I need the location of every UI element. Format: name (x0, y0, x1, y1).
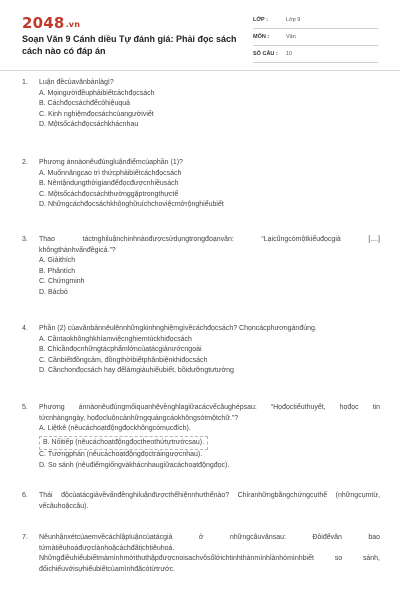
question-number: 6. (22, 492, 28, 499)
question-body (39, 235, 380, 298)
option-b[interactable]: B. Nốitiếp (nêucáchoạtđộngđọctheothứtựtrướcsau). (39, 436, 208, 451)
option-b[interactable]: B. Nêntậndụngthờigianđểđọcđượcnhiềusách (39, 180, 179, 187)
question-text: Phương ánnàonêuđúngluậnđiểmcủaphần (1)? (39, 159, 183, 166)
info-table (253, 12, 378, 63)
question-number: 1. (22, 79, 28, 86)
question-text: Thao táctnghiluậnchinhnàođượcsửdụngtrongđoạnvăn: “Lạicũngcómộtkiểuđọcgiả [....] khôngthànhvấnđềgicả.”? (39, 236, 380, 254)
option-d[interactable]: D. Bácbỏ (39, 288, 68, 296)
page-header (0, 0, 400, 71)
option-c[interactable]: C. Cầnbiếtđồngcảm, đồngthờibiếtphânbiệnkhiđọcsách (39, 356, 208, 364)
info-label: MÔN : (253, 34, 270, 40)
option-c[interactable]: C. Chứngminh (39, 278, 85, 285)
question-text: Thái độcủatácgiảvềvấnđềnghiluậnđượcthểhiệnnhưthếnào? Chỉranhữngbằngchứngcụthể (nhữngcụmtừ, vếcâuhoặccâu). (39, 492, 380, 510)
option-d[interactable]: D. Nhữngcáchđọcsáchkhônghữuíchchoviệcmởrộnghiểubiết (39, 201, 224, 208)
question-text: Luận đềcủavănbảnlàgì? (39, 79, 114, 86)
option-c[interactable]: C. Tươngphản (nêucáchoạtđộngđọctráingượcnhau). (39, 451, 203, 458)
option-a[interactable]: A. Liệtkê (nêucáchoạtđộngđọckhôngcómụcđích). (39, 425, 191, 432)
question-body (39, 78, 380, 131)
question-body (39, 403, 380, 471)
info-value: Văn (286, 34, 296, 40)
option-d[interactable]: D. So sánh (nêuđiểmgiốngvàkhácnhaugiữacáchoạtđộngđọc). (39, 461, 230, 469)
question-number: 2. (22, 159, 28, 166)
option-b[interactable]: B. Chỉcầnđọcnhữngtácphẩmlớncủatácgiảnướcngoài (39, 346, 202, 353)
question-text: Nêunhậnxétcủaemvềcáchlậpluậncủatácgiả ở nhữngcâuvănsau: Đôiđểvăn bao tứmàtiêuhoáđượclànhoặcáchđãtịchtiêuhoá. Nhữngđiềuhiểubiếtmàmìnhmớithuthậpđượcnoisachvôsốlớichtinhthànmìnhlànhómìnhbiết so sánh, đốichiếuvớisựhiểubiếtcủamìnhđãcótừtrước. (39, 534, 380, 573)
question-text: Phương ánnàonêuđúngmốiquanhệvềnghlagiữacácvếcâughépsau: “Họđọctiểuthuyết, họđọc tin tứcnhàngngày, họđọcluôncảnhữngquảngcáokhôngsótmộtchữ.”? (39, 404, 380, 422)
question-number: 5. (22, 404, 28, 411)
info-label: LỚP : (253, 17, 268, 23)
question-number: 7. (22, 534, 28, 541)
option-b[interactable]: B. Cáchđọcsáchđểcóhiệuquả (39, 100, 131, 107)
info-value: 10 (286, 51, 293, 57)
site-logo[interactable] (22, 14, 80, 32)
info-row-subject (253, 29, 378, 46)
option-a[interactable]: A. Muốnnângcao trì thứcphảibiếtcáchđọcsách (39, 169, 182, 177)
question-body (39, 533, 380, 575)
question-number: 4. (22, 325, 28, 332)
page-title: Soạn Văn 9 Cánh diều Tự đánh giá: Phải đọc sách cách nào có đáp án (22, 34, 237, 56)
option-d[interactable]: D. Cầnchonđọcsách hay đểlàmgiàuhiểubiết, bồidưỡngtưtưởng (39, 367, 234, 374)
logo-text: 2048 (22, 14, 65, 32)
info-label: SỐ CÂU : (253, 51, 278, 57)
question-body (39, 324, 380, 377)
question-body (39, 158, 380, 211)
info-row-class (253, 12, 378, 29)
option-c[interactable]: C. Mộtsốcáchđọcsáchthườnggặptrongthựctế (39, 190, 179, 198)
question-text: Phần (2) củavănbảnnêulênnhữngkinhnghiệmgìvềcáchđọcsách? Chọncácphươngánđúng. (39, 325, 317, 332)
question-body (39, 491, 380, 512)
option-a[interactable]: A. Cầntaokhônghkhíamviệcnghiemtúckhiđọcsách (39, 335, 192, 343)
option-a[interactable]: A. Giảithích (39, 257, 76, 264)
option-d[interactable]: D. Mộtsốcáchđọcsáchkhácnhau (39, 121, 139, 128)
option-a[interactable]: A. Mọingườiđềuphảibiếtcáchđọcsách (39, 89, 155, 97)
question-number: 3. (22, 236, 28, 243)
option-c[interactable]: C. Kinh nghiệmđọcsáchcủangườiviết (39, 110, 154, 118)
info-value: Lớp 9 (286, 17, 301, 23)
option-b[interactable]: B. Phântích (39, 267, 76, 275)
logo-suffix: .vn (65, 20, 81, 29)
info-row-count (253, 46, 378, 63)
